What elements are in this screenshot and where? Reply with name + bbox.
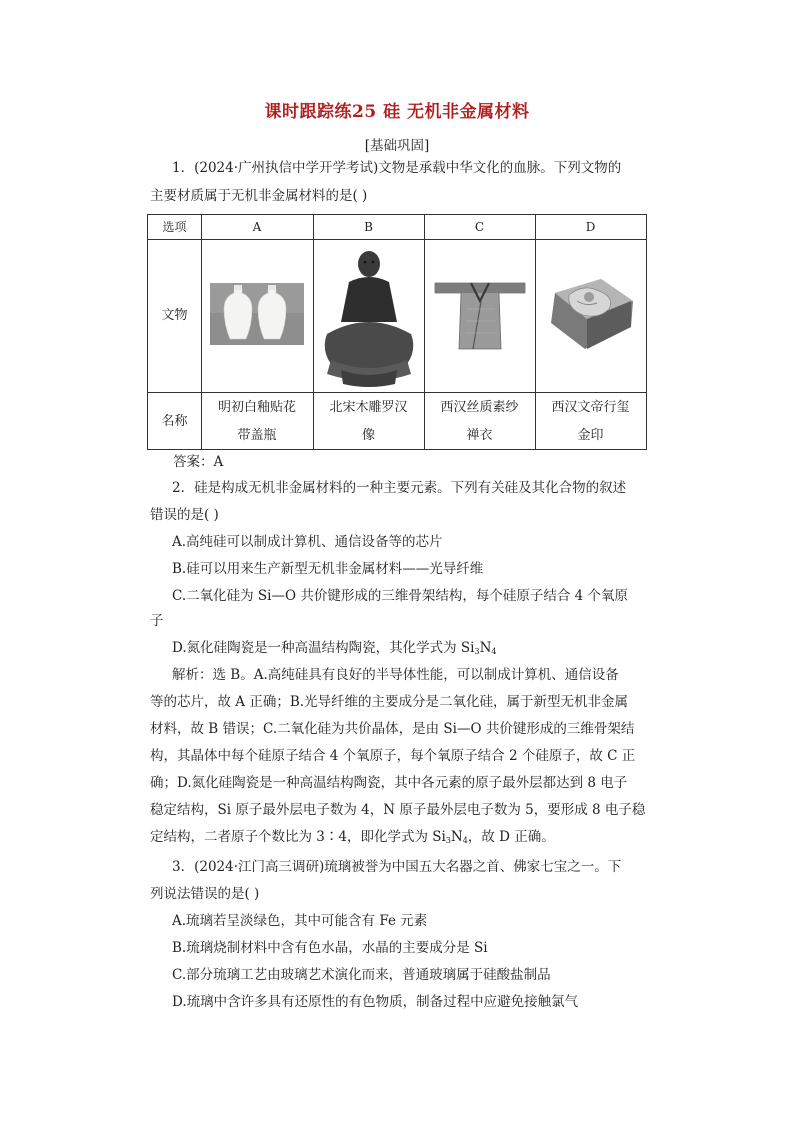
luohan-statue-image bbox=[319, 242, 419, 388]
q1-stem-line2: 主要材质属于无机非金属材料的是( ) bbox=[150, 188, 368, 204]
page-title: 课时跟踪练25 硅 无机非金属材料 bbox=[264, 102, 530, 122]
section-heading: [基础巩固] bbox=[364, 138, 430, 154]
table-header-label: 选项 bbox=[162, 220, 187, 234]
q2-analysis-line5: 确；D.氮化硅陶瓷是一种高温结构陶瓷，其中各元素的原子最外层都达到 8 电子 bbox=[150, 775, 628, 791]
q3-option-a: A.琉璃若呈淡绿色，其中可能含有 Fe 元素 bbox=[172, 913, 428, 929]
q3-option-c: C.部分琉璃工艺由玻璃艺术演化而来，普通玻璃属于硅酸盐制品 bbox=[172, 967, 551, 983]
row-label-relic: 文物 bbox=[161, 307, 188, 323]
relic-table bbox=[147, 214, 647, 450]
q2-option-a: A.高纯硅可以制成计算机、通信设备等的芯片 bbox=[172, 534, 443, 550]
q2-option-b: B.硅可以用来生产新型无机非金属材料——光导纤维 bbox=[172, 561, 484, 577]
gold-seal-image bbox=[543, 271, 641, 357]
option-b-header: B bbox=[364, 220, 373, 234]
q2-option-c-line1: C.二氧化硅为 Si—O 共价键形成的三维骨架结构，每个硅原子结合 4 个氧原 bbox=[172, 588, 629, 604]
q2-analysis-line6: 稳定结构，Si 原子最外层电子数为 4，N 原子最外层电子数为 5，要形成 8 电子稳 bbox=[150, 802, 646, 818]
q2-analysis-line1: 解析：选 B。A.高纯硅具有良好的半导体性能，可以制成计算机、通信设备 bbox=[172, 667, 619, 683]
option-c-header: C bbox=[474, 220, 485, 234]
q2-stem-line1: 2．硅是构成无机非金属材料的一种主要元素。下列有关硅及其化合物的叙述 bbox=[172, 480, 627, 496]
q3-stem-line1: 3．(2024·江门高三调研)琉璃被誉为中国五大名器之首、佛家七宝之一。下 bbox=[172, 859, 622, 875]
relic-name-d: 西汉文帝行玺 金印 bbox=[551, 399, 630, 443]
q3-option-d: D.琉璃中含许多具有还原性的有色物质，制备过程中应避免接触氯气 bbox=[172, 994, 579, 1010]
q2-analysis-line2: 等的芯片，故 A 正确；B.光导纤维的主要成分是二氧化硅，属于新型无机非金属 bbox=[150, 694, 629, 710]
row-label-name: 名称 bbox=[161, 413, 188, 429]
white-vases-image bbox=[210, 283, 304, 345]
q2-analysis-line4: 构，其晶体中每个硅原子结合 4 个氧原子，每个氧原子结合 2 个硅原子，故 C 正 bbox=[150, 748, 636, 764]
q2-analysis-line3: 材料，故 B 错误；C.二氧化硅为共价晶体，是由 Si—O 共价键形成的三维骨架结 bbox=[150, 721, 635, 737]
q2-option-c-line2: 子 bbox=[150, 613, 164, 629]
relic-name-a: 明初白釉贴花 带盖瓶 bbox=[217, 399, 296, 443]
q1-stem-line1: 1．(2024·广州执信中学开学考试)文物是承载中华文化的血脉。下列文物的 bbox=[172, 160, 622, 176]
q1-answer: 答案：A bbox=[173, 454, 224, 470]
gauze-robe-image bbox=[431, 275, 529, 351]
option-a-header: A bbox=[252, 220, 262, 234]
option-d-header: D bbox=[585, 220, 596, 234]
q3-stem-line2: 列说法错误的是( ) bbox=[150, 886, 260, 902]
q3-option-b: B.琉璃烧制材料中含有色水晶，水晶的主要成分是 Si bbox=[172, 940, 488, 956]
q2-analysis-line7: 定结构，二者原子个数比为 3∶4，即化学式为 Si3N4，故 D 正确。 bbox=[150, 829, 555, 845]
q2-stem-line2: 错误的是( ) bbox=[150, 507, 219, 523]
relic-name-b: 北宋木雕罗汉 像 bbox=[329, 399, 408, 443]
q2-option-d: D.氮化硅陶瓷是一种高温结构陶瓷，其化学式为 Si3N4 bbox=[172, 640, 497, 656]
relic-name-c: 西汉丝质素纱 禅衣 bbox=[440, 399, 519, 443]
